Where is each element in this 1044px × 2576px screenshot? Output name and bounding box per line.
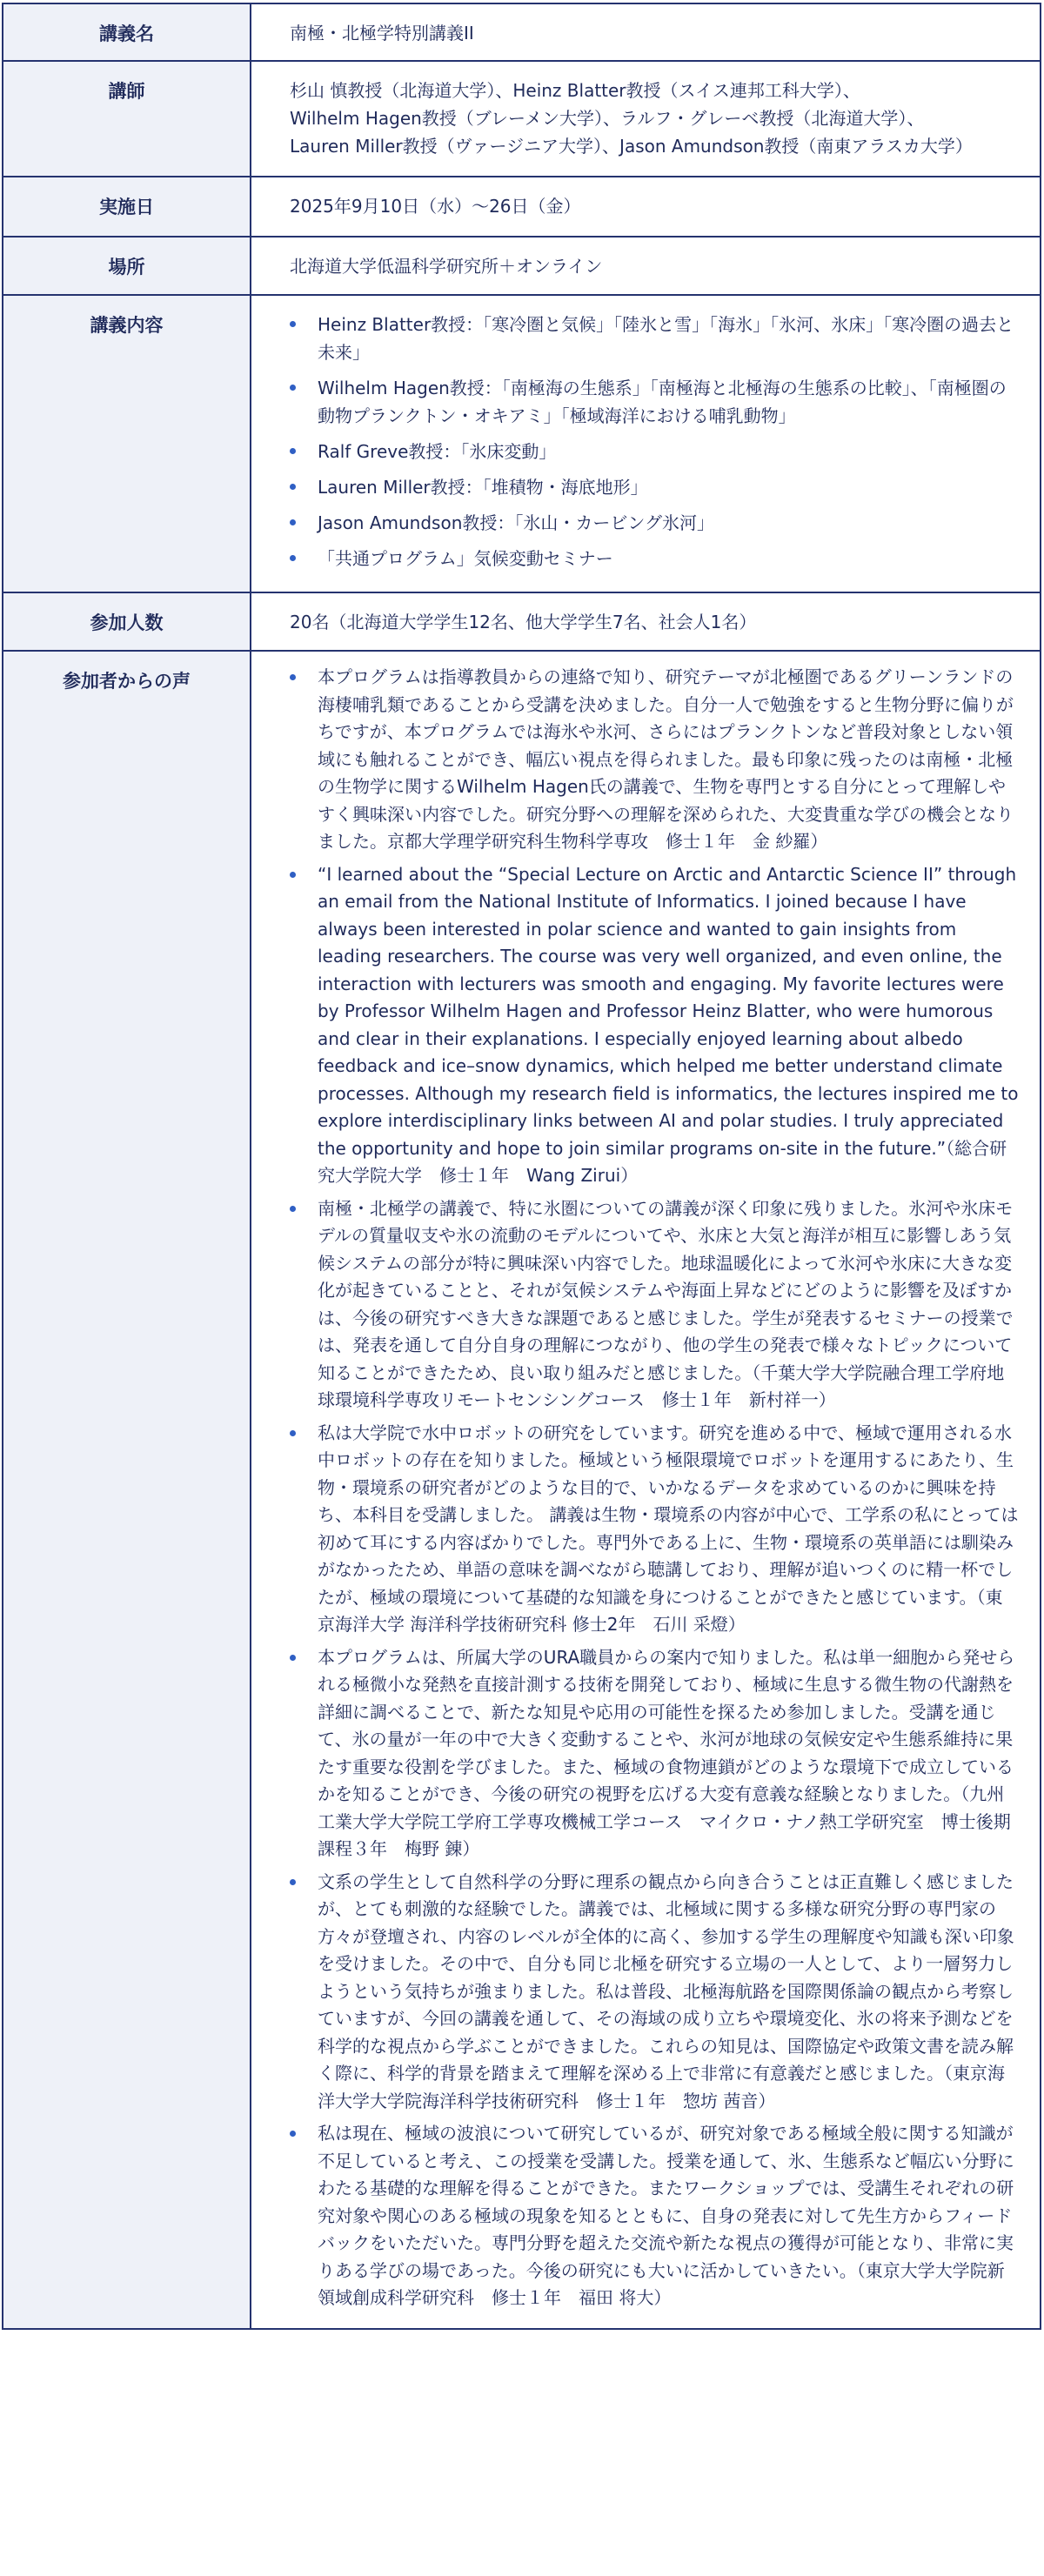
date-value: 2025年9月10日（水）～26日（金） — [251, 177, 1041, 237]
list-item: 「共通プログラム」気候変動セミナー — [290, 545, 1019, 572]
row-lecturers — [3, 61, 1041, 177]
row-course-name — [3, 3, 1041, 61]
list-item: Heinz Blatter教授：「寒冷圏と気候」「陸氷と雪」「海氷」「氷河、氷床」「寒冷圏の過去と未来」 — [290, 311, 1019, 366]
list-item: Wilhelm Hagen教授：「南極海の生態系」「南極海と北極海の生態系の比較」、「南極圏の動物プランクトン・オキアミ」「極域海洋における哺乳動物」 — [290, 374, 1019, 430]
lecturers-line: Lauren Miller教授（ヴァージニア大学）、Jason Amundson教授（南東アラスカ大学） — [290, 136, 973, 157]
place-value: 北海道大学低温科学研究所＋オンライン — [251, 237, 1041, 295]
lecturers-value — [251, 61, 1041, 177]
participants-label: 参加人数 — [3, 592, 251, 651]
list-item: Lauren Miller教授：「堆積物・海底地形」 — [290, 473, 1019, 501]
lecturers-line: Wilhelm Hagen教授（ブレーメン大学）、ラルフ・グレーベ教授（北海道大学）、 — [290, 108, 925, 129]
row-participants — [3, 592, 1041, 651]
contents-list — [290, 311, 1019, 572]
course-name-label: 講義名 — [3, 3, 251, 61]
row-voices — [3, 651, 1041, 2329]
place-label: 場所 — [3, 237, 251, 295]
list-item: 私は現在、極域の波浪について研究しているが、研究対象である極域全般に関する知識が不足していると考え、この授業を受講した。授業を通して、氷、生態系など幅広い分野にわたる基礎的な理解を得ることができた。またワークショップでは、受講生それぞれの研究対象や関心のある極域の現象を知るとともに、自身の発表に対して先生方からフィードバックをいただいた。専門分野を超えた交流や新たな視点の獲得が可能となり、非常に実りある学びの場であった。今後の研究にも大いに活かしていきたい。（東京大学大学院新領域創成科学研究科 修士１年 福田 将大） — [290, 2120, 1019, 2312]
contents-value — [251, 295, 1041, 592]
list-item: Ralf Greve教授：「氷床変動」 — [290, 438, 1019, 465]
list-item: 本プログラムは、所属大学のURA職員からの案内で知りました。私は単一細胞から発せられる極微小な発熱を直接計測する技術を開発しており、極域に生息する微生物の代謝熱を詳細に調べることで、新たな知見や応用の可能性を探るため参加しました。受講を通じて、氷の量が一年の中で大きく変動することや、氷河が地球の気候安定や生態系維持に果たす重要な役割を学びました。また、極域の食物連鎖がどのような環境下で成立しているかを知ることができ、今後の研究の視野を広げる大変有意義な経験となりました。（九州工業大学大学院工学府工学専攻機械工学コース マイクロ・ナノ熱工学研究室 博士後期課程３年 梅野 錬） — [290, 1644, 1019, 1863]
list-item: “I learned about the “Special Lecture on Arctic and Antarctic Science II” through an email from the National Institute of Informatics. I joined because I have always been interested in polar science and wanted to gain insights from leading researchers. The course was very well organized, and even online, the interaction with lecturers was smooth and engaging. My favorite lectures were by Professor Wilhelm Hagen and Professor Heinz Blatter, who were humorous and clear in their explanations. I especially enjoyed learning about albedo feedback and ice–snow dynamics, which helped me better understand climate processes. Although my research field is informatics, the lectures inspired me to explore interdisciplinary links between AI and polar studies. I truly appreciated the opportunity and hope to join similar programs on-site in the future.”（総合研究大学院大学 修士１年 Wang Zirui） — [290, 861, 1019, 1190]
list-item: 私は大学院で水中ロボットの研究をしています。研究を進める中で、極域で運用される水中ロボットの存在を知りました。極域という極限環境でロボットを運用するにあたり、生物・環境系の研究者がどのような目的で、いかなるデータを求めているのかに興味を持ち、本科目を受講しました。 講義は生物・環境系の内容が中心で、工学系の私にとっては初めて耳にする内容ばかりでした。専門外である上に、生物・環境系の英単語には馴染みがなかったため、単語の意味を調べながら聴講しており、理解が追いつくのに精一杯でしたが、極域の環境について基礎的な知識を身につけることができたと感じています。（東京海洋大学 海洋科学技術研究科 修士2年 石川 采燈） — [290, 1420, 1019, 1639]
date-label: 実施日 — [3, 177, 251, 237]
list-item: 南極・北極学の講義で、特に氷圏についての講義が深く印象に残りました。氷河や氷床モデルの質量収支や氷の流動のモデルについてや、氷床と大気と海洋が相互に影響しあう気候システムの部分が特に興味深い内容でした。地球温暖化によって氷河や氷床に大きな変化が起きていることと、それが気候システムや海面上昇などにどのように影響を及ぼすかは、今後の研究すべき大きな課題であると感じました。学生が発表するセミナーの授業では、発表を通して自分自身の理解につながり、他の学生の発表で様々なトピックについて知ることができたため、良い取り組みだと感じました。（千葉大学大学院融合理工学府地球環境科学専攻リモートセンシングコース 修士１年 新村祥一） — [290, 1195, 1019, 1415]
row-contents — [3, 295, 1041, 592]
list-item: 本プログラムは指導教員からの連絡で知り、研究テーマが北極圏であるグリーンランドの海棲哺乳類であることから受講を決めました。自分一人で勉強をすると生物分野に偏りがちですが、本プログラムでは海氷や氷河、さらにはプランクトンなど普段対象としない領域にも触れることができ、幅広い視点を得られました。最も印象に残ったのは南極・北極の生物学に関するWilhelm Hagen氏の講義で、生物を専門とする自分にとって理解しやすく興味深い内容でした。研究分野への理解を深められた、大変貴重な学びの機会となりました。京都大学理学研究科生物科学専攻 修士１年 金 紗羅） — [290, 664, 1019, 856]
voices-label: 参加者からの声 — [3, 651, 251, 2329]
voices-list — [290, 664, 1019, 2312]
lecturers-line: 杉山 慎教授（北海道大学）、Heinz Blatter教授（スイス連邦工科大学）、 — [290, 80, 860, 101]
row-place — [3, 237, 1041, 295]
course-info-table — [2, 3, 1041, 2330]
list-item: 文系の学生として自然科学の分野に理系の観点から向き合うことは正直難しく感じましたが、とても刺激的な経験でした。講義では、北極域に関する多様な研究分野の専門家の方々が登壇され、内容のレベルが全体的に高く、参加する学生の理解度や知識も深い印象を受けました。その中で、自分も同じ北極を研究する立場の一人として、より一層努力しようという気持ちが強まりました。私は普段、北極海航路を国際関係論の観点から考察していますが、今回の講義を通して、その海域の成り立ちや環境変化、氷の将来予測などを科学的な視点から学ぶことができました。これらの知見は、国際協定や政策文書を読み解く際に、科学的背景を踏まえて理解を深める上で非常に有意義だと感じました。（東京海洋大学大学院海洋科学技術研究科 修士１年 惣坊 茜音） — [290, 1869, 1019, 2116]
participants-value: 20名（北海道大学学生12名、他大学学生7名、社会人1名） — [251, 592, 1041, 651]
list-item: Jason Amundson教授：「氷山・カービング氷河」 — [290, 509, 1019, 537]
course-name-value: 南極・北極学特別講義II — [251, 3, 1041, 61]
voices-value — [251, 651, 1041, 2329]
row-date — [3, 177, 1041, 237]
contents-label: 講義内容 — [3, 295, 251, 592]
lecturers-label: 講師 — [3, 61, 251, 177]
